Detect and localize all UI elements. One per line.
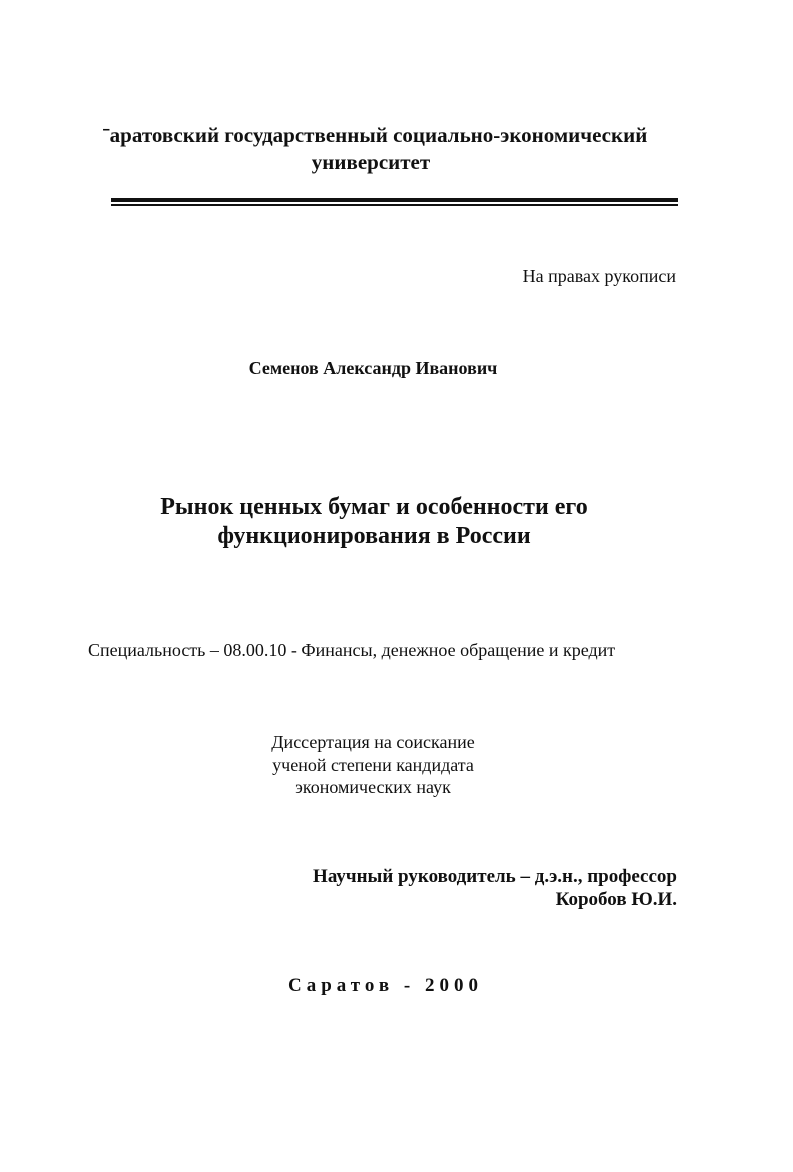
author-name: Семенов Александр Иванович	[248, 358, 498, 378]
header-rule-thick	[111, 198, 678, 202]
dissertation-title-line-1: Рынок ценных бумаг и особенности его	[160, 494, 588, 520]
header-rule-thin	[111, 204, 678, 206]
degree-statement-line-3: экономических наук	[295, 777, 451, 797]
degree-statement-line-2: ученой степени кандидата	[272, 755, 474, 775]
supervisor-name: Коробов Ю.И.	[555, 889, 677, 910]
dissertation-title-line-2: функционирования в России	[217, 523, 531, 549]
degree-statement-line-1: Диссертация на соискание	[271, 732, 475, 752]
supervisor-title: Научный руководитель – д.э.н., профессор	[313, 866, 677, 887]
specialty-line: Специальность – 08.00.10 - Финансы, денежное обращение и кредит	[88, 640, 616, 660]
university-name-line-2: университет	[311, 150, 431, 174]
city-year: Саратов - 2000	[288, 975, 483, 996]
university-name-line-1: ˉаратовский государственный социально-экономический	[102, 123, 648, 147]
manuscript-rights-note: На правах рукописи	[522, 266, 676, 286]
